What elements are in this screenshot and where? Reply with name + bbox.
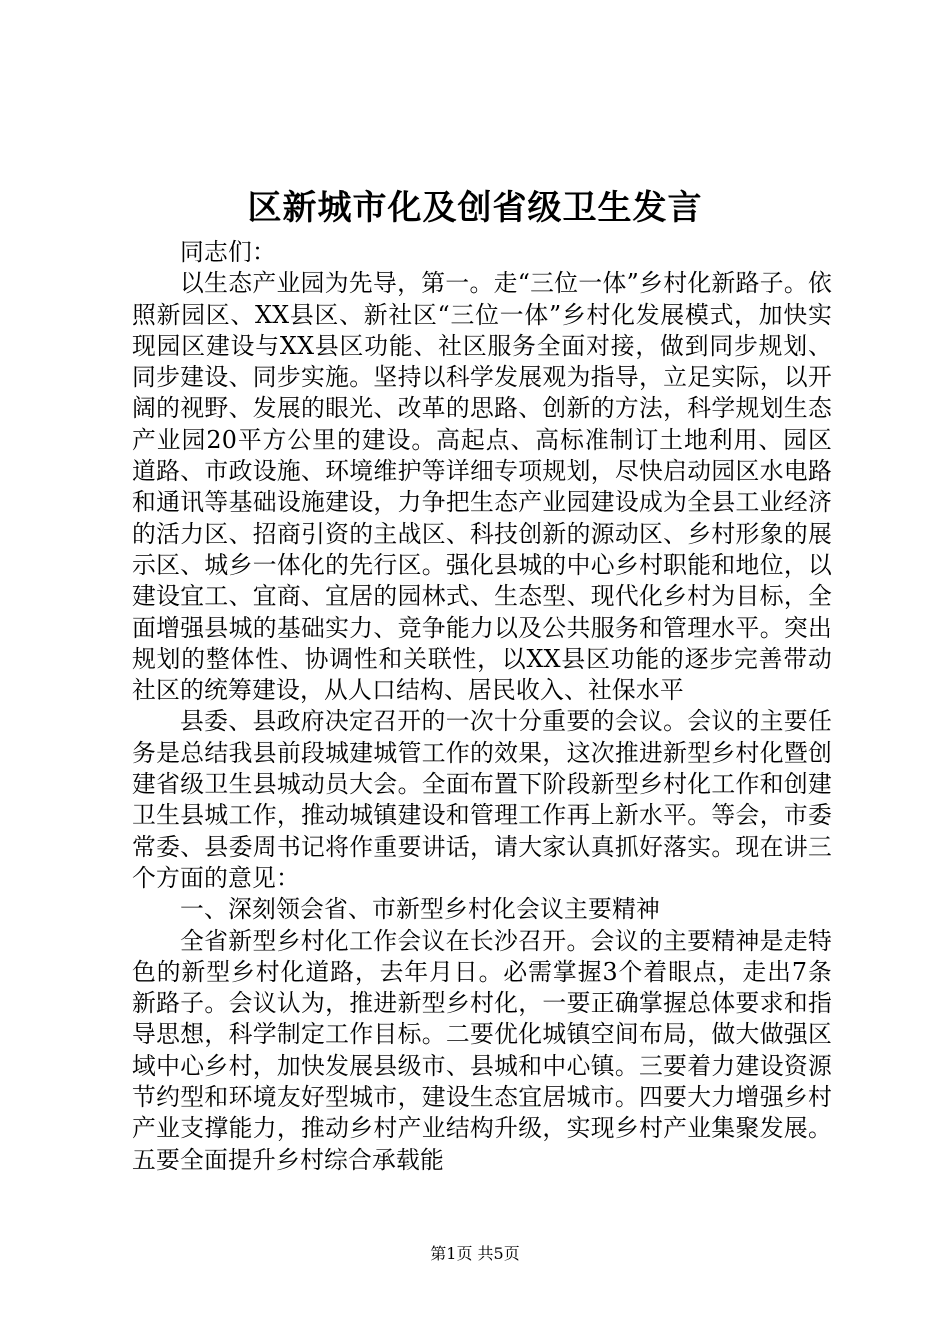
paragraph-1: 以生态产业园为先导，第一。走“三位一体”乡村化新路子。依照新园区、XX县区、新社区“三位一体”乡村化发展模式，加快实现园区建设与XX县区功能、社区服务全面对接，做到同步规划、同步建设、同步实施。坚持以科学发展观为指导，立足实际，以开阔的视野、发展的眼光、改革的思路、创新的方法，科学规划生态产业园20平方公里的建设。高起点、高标准制订土地利用、园区道路、市政设施、环境维护等详细专项规划，尽快启动园区水电路和通讯等基础设施建设，力争把生态产业园建设成为全县工业经济的活力区、招商引资的主战区、科技创新的源动区、乡村形象的展示区、城乡一体化的先行区。强化县城的中心乡村职能和地位，以建设宜工、宜商、宜居的园林式、生态型、现代化乡村为目标，全面增强县城的基础实力、竞争能力以及公共服务和管理水平。突出规划的整体性、协调性和关联性，以XX县区功能的逐步完善带动社区的统筹建设，从人口结构、居民收入、社保水平 — [132, 269, 832, 705]
document-body — [132, 237, 832, 1176]
paragraph-2: 县委、县政府决定召开的一次十分重要的会议。会议的主要任务是总结我县前段城建城管工作的效果，这次推进新型乡村化暨创建省级卫生县城动员大会。全面布置下阶段新型乡村化工作和创建卫生县城工作，推动城镇建设和管理工作再上新水平。等会，市委常委、县委周书记将作重要讲话，请大家认真抓好落实。现在讲三个方面的意见： — [132, 707, 832, 892]
page-footer: 第1页 共5页 — [430, 1244, 520, 1263]
page-title: 区新城市化及创省级卫生发言 — [247, 188, 703, 228]
salutation: 同志们： — [180, 238, 276, 266]
paragraph-3: 全省新型乡村化工作会议在长沙召开。会议的主要精神是走特色的新型乡村化道路，去年月日。必需掌握3个着眼点，走出7条新路子。会议认为，推进新型乡村化，一要正确掌握总体要求和指导思想，科学制定工作目标。二要优化城镇空间布局，做大做强区域中心乡村，加快发展县级市、县城和中心镇。三要着力建设资源节约型和环境友好型城市，建设生态宜居城市。四要大力增强乡村产业支撑能力，推动乡村产业结构升级，实现乡村产业集聚发展。五要全面提升乡村综合承载能 — [132, 926, 832, 1174]
section-heading-1: 一、深刻领会省、市新型乡村化会议主要精神 — [180, 895, 660, 924]
